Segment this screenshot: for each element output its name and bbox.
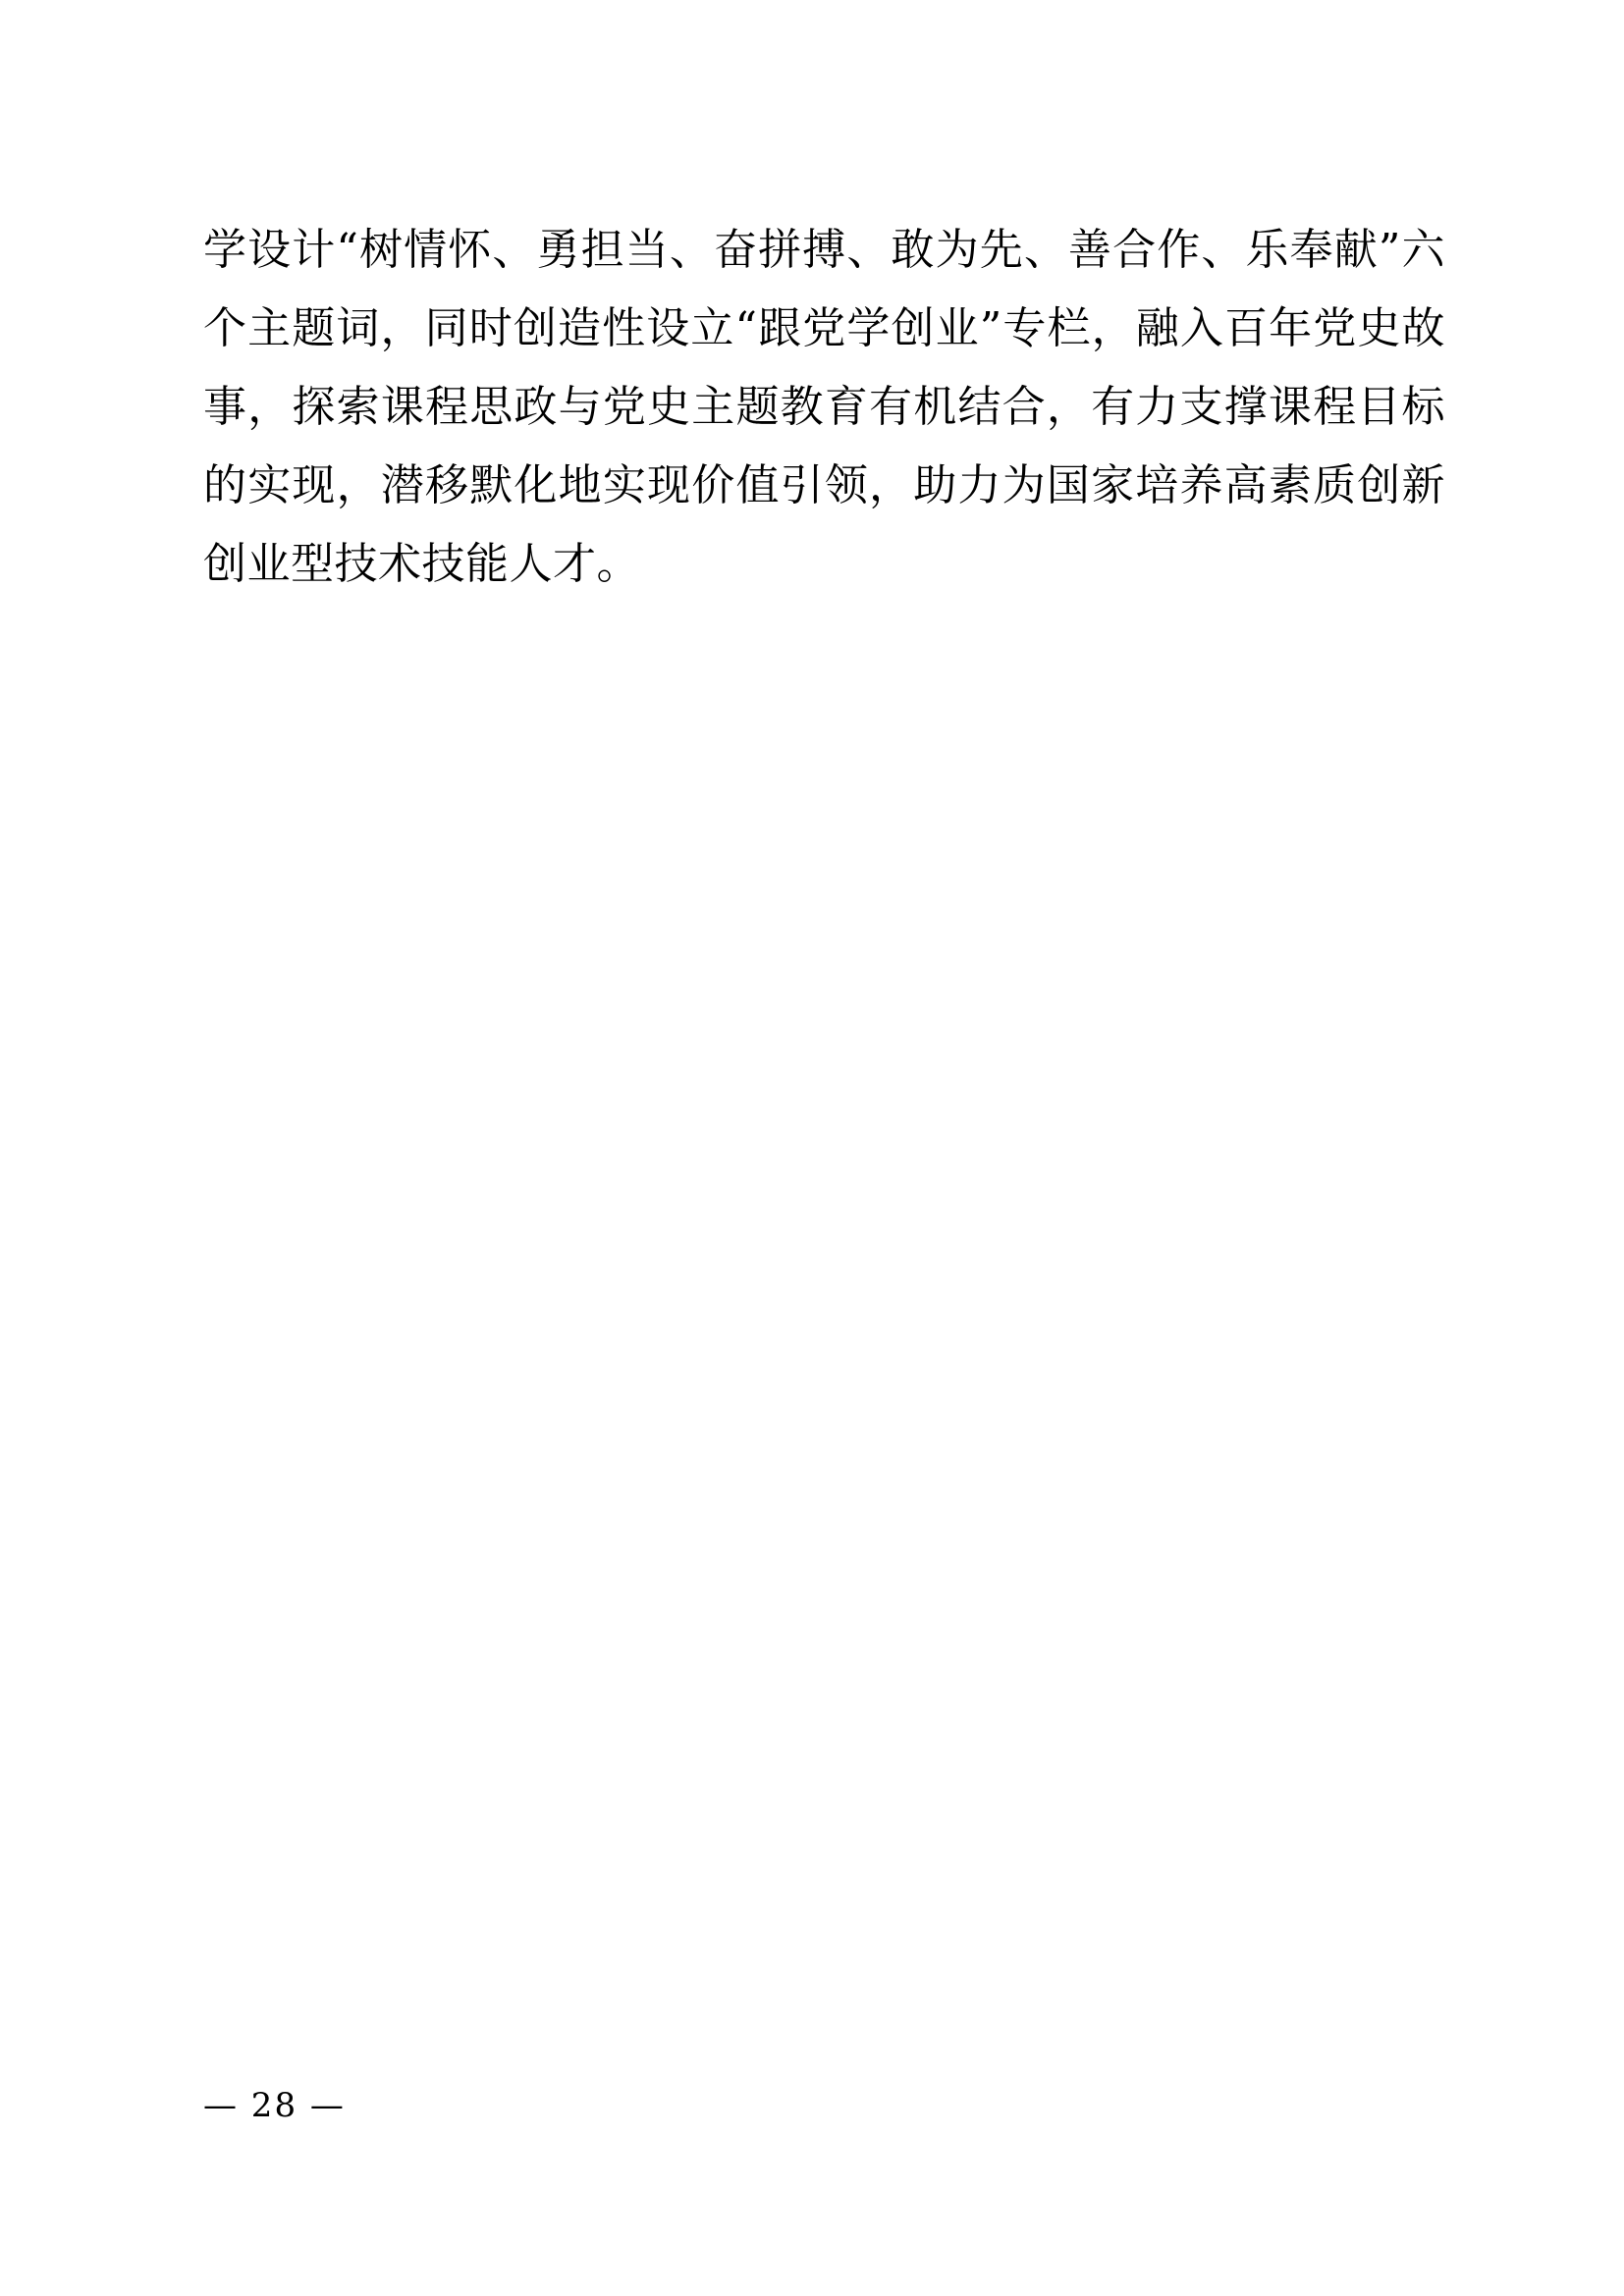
page-number: — 28 —: [203, 2086, 346, 2125]
body-paragraph: 学设计“树情怀、勇担当、奋拼搏、敢为先、善合作、乐奉献”六个主题词，同时创造性设立“跟党学创业”专栏，融入百年党史故事，探索课程思政与党史主题教育有机结合，有力支撑课程目标的实现，潜移默化地实现价值引领，助力为国家培养高素质创新创业型技术技能人才。: [203, 225, 1445, 589]
